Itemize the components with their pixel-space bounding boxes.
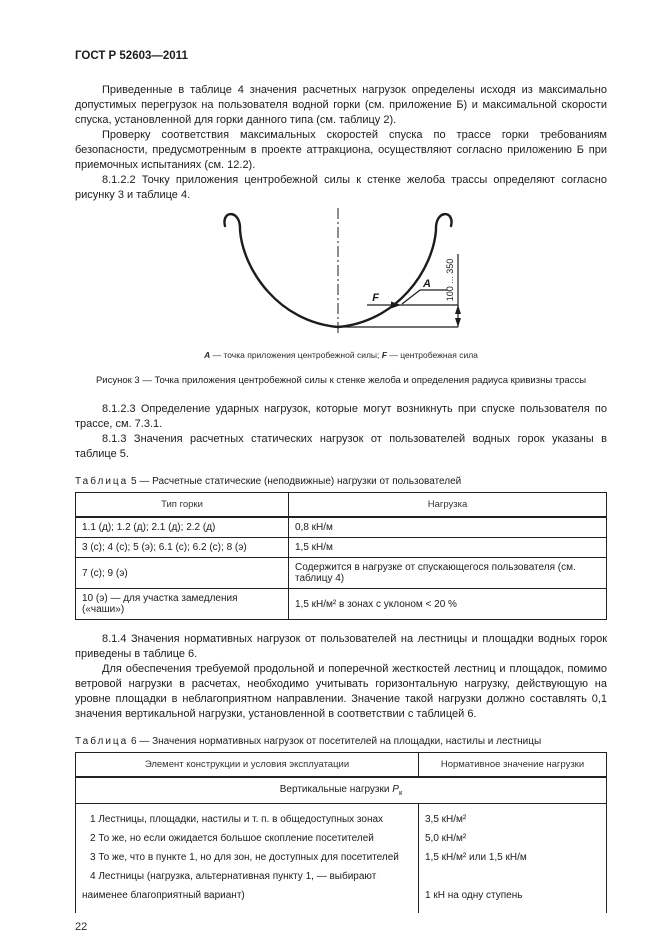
table-5	[75, 492, 607, 620]
table5-header-row	[76, 493, 607, 518]
table-row	[76, 538, 607, 558]
table5-cell-load: 0,8 кН/м	[289, 517, 607, 538]
paragraph-check: Проверку соответствия максимальных скоростей спуска по трассе горки требованиям безопасности, предусмотренным в проекте аттракциона, осуществляют согласно приложению Б при приемочных испытаниях (см. 12.2).	[75, 129, 607, 171]
table6-cell-element: 1 Лестницы, площадки, настилы и т. п. в общедоступных зонах	[90, 814, 384, 825]
table6-cell-value: 5,0 кН/м²	[419, 829, 607, 848]
point-label-A: A	[423, 278, 431, 290]
table5-cell-load: 1,5 кН/м	[289, 538, 607, 558]
dimension-arrow-down	[455, 318, 461, 327]
table6-subheader	[76, 777, 607, 804]
table6-subheader-var: P	[392, 784, 399, 795]
document-title: ГОСТ Р 52603—2011	[75, 50, 188, 62]
table-row	[76, 848, 607, 867]
legend-text-a: — точка приложения центробежной силы;	[210, 350, 382, 360]
table6-subheader-row	[76, 777, 607, 804]
table5-label-num: 5	[131, 476, 137, 487]
table6-label-word: Таблица	[75, 736, 129, 747]
table5-cell-type: 3 (с); 4 (с); 5 (э); 6.1 (с); 6.2 (с); 8 (э)	[76, 538, 289, 558]
table6-cell-element: 2 То же, но если ожидается большое скопление посетителей	[90, 833, 374, 844]
table5-label-word: Таблица	[75, 476, 129, 487]
table5-cell-type: 10 (э) — для участка замедления («чаши»)	[76, 589, 289, 620]
flume-cross-section-diagram	[215, 206, 467, 340]
table6-cell-element: 3 То же, что в пункте 1, но для зон, не доступных для посетителей	[90, 852, 399, 863]
paragraph-8-1-2-3: 8.1.2.3 Определение ударных нагрузок, которые могут возникнуть при спуске пользователя по трассе, см. 7.3.1.	[75, 403, 607, 430]
paragraph-intro: Приведенные в таблице 4 значения расчетных нагрузок определены исходя из максимально допустимых перегрузок на пользователя водной горки (см. приложение Б) и максимальной скорости спуска, установленной для горки данного типа (см. таблицу 2).	[75, 84, 607, 126]
figure-caption: Рисунок 3 — Точка приложения центробежной силы к стенке желоба и определения радиуса кривизны трассы	[95, 375, 587, 386]
dimension-arrow-up	[455, 305, 461, 314]
table6-cell-value: 3,5 кН/м²	[419, 804, 607, 830]
page-number: 22	[75, 921, 88, 933]
table6-subheader-text: Вертикальные нагрузки	[279, 784, 393, 795]
table-row	[76, 517, 607, 538]
table5-cell-load: Содержится в нагрузке от спускающегося пользователя (см. таблицу 4)	[289, 558, 607, 589]
legend-var-f: F	[381, 350, 387, 360]
table-6	[75, 752, 607, 913]
figure-legend	[75, 350, 607, 360]
table-row	[76, 804, 607, 830]
table-row	[76, 867, 607, 913]
table-row	[76, 829, 607, 848]
table6-label-num: 6	[131, 736, 137, 747]
table5-header-type: Тип горки	[76, 493, 289, 518]
table5-caption	[75, 476, 607, 487]
table6-header-value: Нормативное значение нагрузки	[419, 753, 607, 778]
table6-cell-element: 4 Лестницы (нагрузка, альтернативная пункту 1, — выбирают наименее благоприятный вариант)	[82, 871, 377, 901]
table-row	[76, 558, 607, 589]
legend-text-f: — центробежная сила	[386, 350, 478, 360]
dimension-text: 100 ... 350	[445, 258, 455, 302]
table6-cell-value: 1 кН на одну ступень	[419, 867, 607, 913]
paragraph-8-1-4: 8.1.4 Значения нормативных нагрузок от пользователей на лестницы и площадки водных горок приведены в таблице 6.	[75, 633, 607, 660]
table5-cell-type: 1.1 (д); 1.2 (д); 2.1 (д); 2.2 (д)	[76, 517, 289, 538]
table6-caption	[75, 736, 607, 747]
table5-header-load: Нагрузка	[289, 493, 607, 518]
table6-header-row	[76, 753, 607, 778]
table5-title: — Расчетные статические (неподвижные) нагрузки от пользователей	[136, 476, 462, 487]
table6-subheader-sub: к	[398, 788, 403, 797]
table6-header-element: Элемент конструкции и условия эксплуатации	[76, 753, 419, 778]
table5-cell-type: 7 (с); 9 (э)	[76, 558, 289, 589]
figure-3	[75, 206, 607, 386]
table5-cell-load: 1,5 кН/м² в зонах с уклоном < 20 %	[289, 589, 607, 620]
table-row	[76, 589, 607, 620]
legend-var-a: A	[204, 350, 211, 360]
paragraph-8-1-3: 8.1.3 Значения расчетных статических нагрузок от пользователей водных горок указаны в таблице 5.	[75, 433, 607, 460]
paragraph-8-1-2-2: 8.1.2.2 Точку приложения центробежной силы к стенке желоба трассы определяют согласно рисунку 3 и таблице 4.	[75, 174, 607, 201]
point-leader-line	[402, 290, 420, 304]
table6-title: — Значения нормативных нагрузок от посетителей на площадки, настилы и лестницы	[136, 736, 542, 747]
force-label-F: F	[372, 292, 379, 304]
table6-cell-value: 1,5 кН/м² или 1,5 кН/м	[419, 848, 607, 867]
paragraph-stiffness: Для обеспечения требуемой продольной и поперечной жесткостей лестниц и площадок, помимо ветровой нагрузки в расчетах, необходимо учитывать горизонтальную нагрузку, действующую на уровне площадки в неблагоприятном направлении. Значение такой нагрузки должно составлять 0,1 значения вертикальной нагрузки, установленной в соответствии с таблицей 6.	[75, 663, 607, 720]
